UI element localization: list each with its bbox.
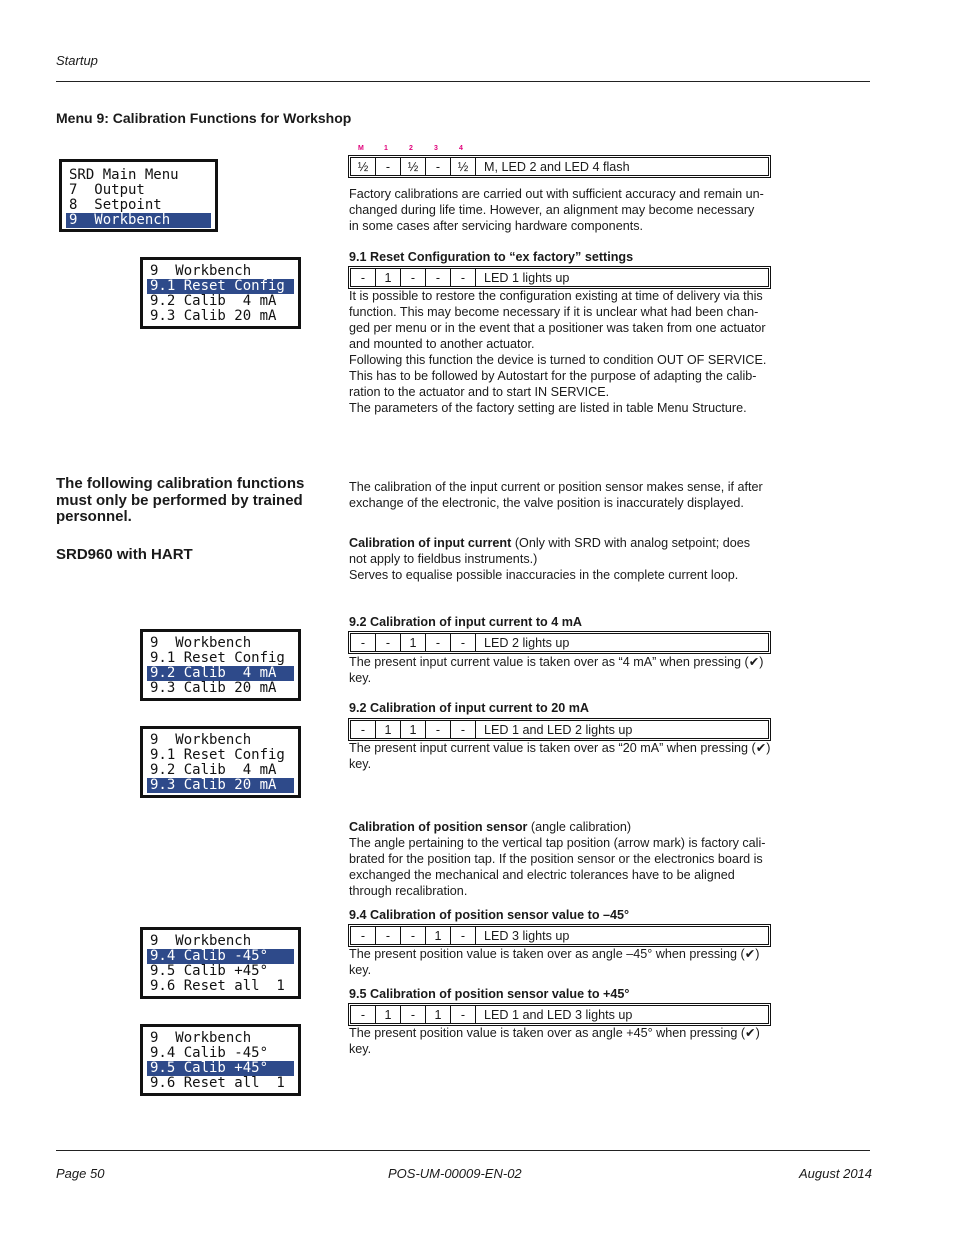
para-text: key. <box>349 963 372 977</box>
heading-9-4: 9.4 Calibration of position sensor value to –45° <box>349 908 630 922</box>
position-sensor-rest: (angle calibration) <box>527 820 632 834</box>
paragraph-9-1: It is possible to restore the configuration existing at time of delivery via this function. This may become necessary if it is unclear what had been chan- ged per menu or in the event that a positioner was taken from one actuator and mounted to another actuator. Following this function the device is turned to condition OUT OF SERVICE. This has to be followed by Autostart for the purpose of adapting the calib- ration to the actuator and to start IN SERVICE. The parameters of the factory setting are listed in table Menu Structure. <box>349 289 767 415</box>
lcd-line: 9.1 Reset Config <box>150 650 285 666</box>
footer-doc-id: POS-UM-00009-EN-02 <box>388 1166 522 1181</box>
led-header-m: M <box>358 145 364 152</box>
input-current-rest: (Only with SRD with analog setpoint; does not apply to fieldbus instruments.) Serves to equalise possible inaccuracies in the complete current loop. <box>349 536 751 582</box>
para-text: The present position value is taken over as angle –45° when pressing ( <box>349 947 745 961</box>
led-cell: - <box>426 158 451 176</box>
para-text: key. <box>349 757 372 771</box>
heading-9-2-4ma: 9.2 Calibration of input current to 4 mA <box>349 615 583 629</box>
led-cell: ½ <box>451 158 476 176</box>
led-description: LED 1 and LED 3 lights up <box>476 1006 769 1024</box>
para-text: The present input current value is taken over as “20 mA” when pressing ( <box>349 741 756 755</box>
lcd-line: 9.6 Reset all 1 <box>150 978 285 994</box>
check-icon: ✔ <box>744 946 756 961</box>
led-description: LED 3 lights up <box>476 927 769 945</box>
check-icon: ✔ <box>748 654 760 669</box>
led-description: LED 2 lights up <box>476 634 769 652</box>
lcd-line: 9.4 Calib -45° <box>150 1045 269 1061</box>
para-text: key. <box>349 1042 372 1056</box>
led-cell: ½ <box>351 158 376 176</box>
led-cell: - <box>426 634 451 652</box>
position-sensor-text: The angle pertaining to the vertical tap position (arrow mark) is factory cali- brated for the position tap. If the position sensor or the electronics board is exchanged the mechanical and electric tolerances have to be aligned through recalibration. <box>349 836 766 898</box>
led-cell: - <box>401 927 426 945</box>
led-table-menu9 <box>350 157 769 176</box>
srd960-hart-title: SRD960 with HART <box>56 546 193 563</box>
led-cell: 1 <box>401 634 426 652</box>
running-header: Startup <box>56 53 98 68</box>
led-table-9-5 <box>350 1005 769 1024</box>
led-cell: - <box>451 721 476 739</box>
led-cell: - <box>451 634 476 652</box>
para-text: The present input current value is taken over as “4 mA” when pressing ( <box>349 655 749 669</box>
lcd-line-selected: 9.2 Calib 4 mA <box>147 666 294 681</box>
led-cell: - <box>451 269 476 287</box>
lcd-line: 9 Workbench <box>150 635 252 651</box>
led-cell: - <box>376 158 401 176</box>
lcd-line: 9.2 Calib 4 mA <box>150 762 277 778</box>
led-table-9-4 <box>350 926 769 945</box>
led-cell: - <box>351 927 376 945</box>
lcd-line-selected: 9.5 Calib +45° <box>147 1061 294 1076</box>
lcd-line: 9.1 Reset Config <box>150 747 285 763</box>
check-icon: ✔ <box>745 1025 756 1040</box>
lcd-9-1 <box>140 257 301 329</box>
lcd-line: 9 Workbench <box>150 263 252 279</box>
led-cell: - <box>426 269 451 287</box>
para-text: ) <box>755 1026 760 1040</box>
led-cell: - <box>451 1006 476 1024</box>
paragraph-9-5 <box>349 1025 779 1057</box>
led-description: LED 1 and LED 2 lights up <box>476 721 769 739</box>
lcd-line: 9 Workbench <box>150 933 252 949</box>
lcd-line: 9.2 Calib 4 mA <box>150 293 277 309</box>
footer-page: Page 50 <box>56 1166 105 1181</box>
lcd-line: 9.3 Calib 20 mA <box>150 308 277 324</box>
led-cell: - <box>351 269 376 287</box>
led-cell: - <box>401 1006 426 1024</box>
lcd-line-selected: 9 Workbench <box>66 213 211 228</box>
lcd-9-2 <box>140 629 301 701</box>
input-current-bold: Calibration of input current <box>349 536 512 550</box>
lcd-9-5 <box>140 1024 301 1096</box>
led-cell: 1 <box>401 721 426 739</box>
lcd-line: 9.5 Calib +45° <box>150 963 269 979</box>
led-cell: ½ <box>401 158 426 176</box>
led-cell: - <box>376 927 401 945</box>
page-title: Menu 9: Calibration Functions for Workshop <box>56 110 352 126</box>
para-text: key. <box>349 671 372 685</box>
led-cell: - <box>426 721 451 739</box>
lcd-line: 9 Workbench <box>150 732 252 748</box>
position-sensor-bold: Calibration of position sensor <box>349 820 528 834</box>
led-cell: 1 <box>426 1006 451 1024</box>
para-text: ) <box>766 741 771 755</box>
paragraph-9-2-4ma <box>349 654 779 686</box>
led-cell: - <box>401 269 426 287</box>
check-icon: ✔ <box>755 740 767 755</box>
led-cell: - <box>351 634 376 652</box>
lcd-main-menu <box>59 159 218 232</box>
lcd-line: 7 Output <box>69 182 145 198</box>
lcd-line: 9.3 Calib 20 mA <box>150 680 277 696</box>
lcd-line-selected: 9.4 Calib -45° <box>147 949 294 964</box>
lcd-9-3 <box>140 726 301 798</box>
heading-9-1: 9.1 Reset Configuration to “ex factory” settings <box>349 250 634 264</box>
led-table-9-1 <box>350 268 769 287</box>
lcd-line: 8 Setpoint <box>69 197 162 213</box>
footer-rule <box>56 1150 870 1151</box>
input-current-paragraph <box>349 535 779 583</box>
trained-personnel-warning: The following calibration functions must only be performed by trained personnel. <box>56 475 305 525</box>
paragraph-9-4 <box>349 946 779 978</box>
led-header-3: 3 <box>434 145 438 152</box>
para-text: ) <box>755 947 760 961</box>
led-cell: 1 <box>376 721 401 739</box>
led-cell: - <box>351 721 376 739</box>
paragraph-9-2-20ma <box>349 740 779 772</box>
header-rule <box>56 81 870 82</box>
led-header-2: 2 <box>409 145 413 152</box>
led-cell: 1 <box>376 269 401 287</box>
led-cell: - <box>351 1006 376 1024</box>
led-table-9-2-4ma <box>350 633 769 652</box>
para-text: ) <box>759 655 764 669</box>
calibration-intro: The calibration of the input current or position sensor makes sense, if after exchange of the electronic, the valve position is inaccurately displayed. <box>349 480 763 510</box>
led-description: LED 1 lights up <box>476 269 769 287</box>
lcd-line: 9 Workbench <box>150 1030 252 1046</box>
led-cell: 1 <box>376 1006 401 1024</box>
led-table-9-2-20ma <box>350 720 769 739</box>
lcd-line: SRD Main Menu <box>69 167 179 183</box>
lcd-9-4 <box>140 927 301 999</box>
lcd-line: 9.6 Reset all 1 <box>150 1075 285 1091</box>
led-cell: - <box>376 634 401 652</box>
position-sensor-paragraph <box>349 819 779 899</box>
footer-date: August 2014 <box>799 1166 873 1181</box>
led-header-4: 4 <box>459 145 463 152</box>
led-header-1: 1 <box>384 145 388 152</box>
intro-paragraph: Factory calibrations are carried out with sufficient accuracy and remain un- changed during life time. However, an alignment may become necessary in some cases after servicing hardware components. <box>349 187 764 233</box>
para-text: The present position value is taken over as angle +45° when pressing ( <box>349 1026 746 1040</box>
lcd-line-selected: 9.1 Reset Config <box>147 279 294 294</box>
led-description: M, LED 2 and LED 4 flash <box>476 158 769 176</box>
led-cell: 1 <box>426 927 451 945</box>
heading-9-5: 9.5 Calibration of position sensor value to +45° <box>349 987 630 1001</box>
heading-9-2-20ma: 9.2 Calibration of input current to 20 mA <box>349 701 590 715</box>
lcd-line-selected: 9.3 Calib 20 mA <box>147 778 294 793</box>
led-cell: - <box>451 927 476 945</box>
